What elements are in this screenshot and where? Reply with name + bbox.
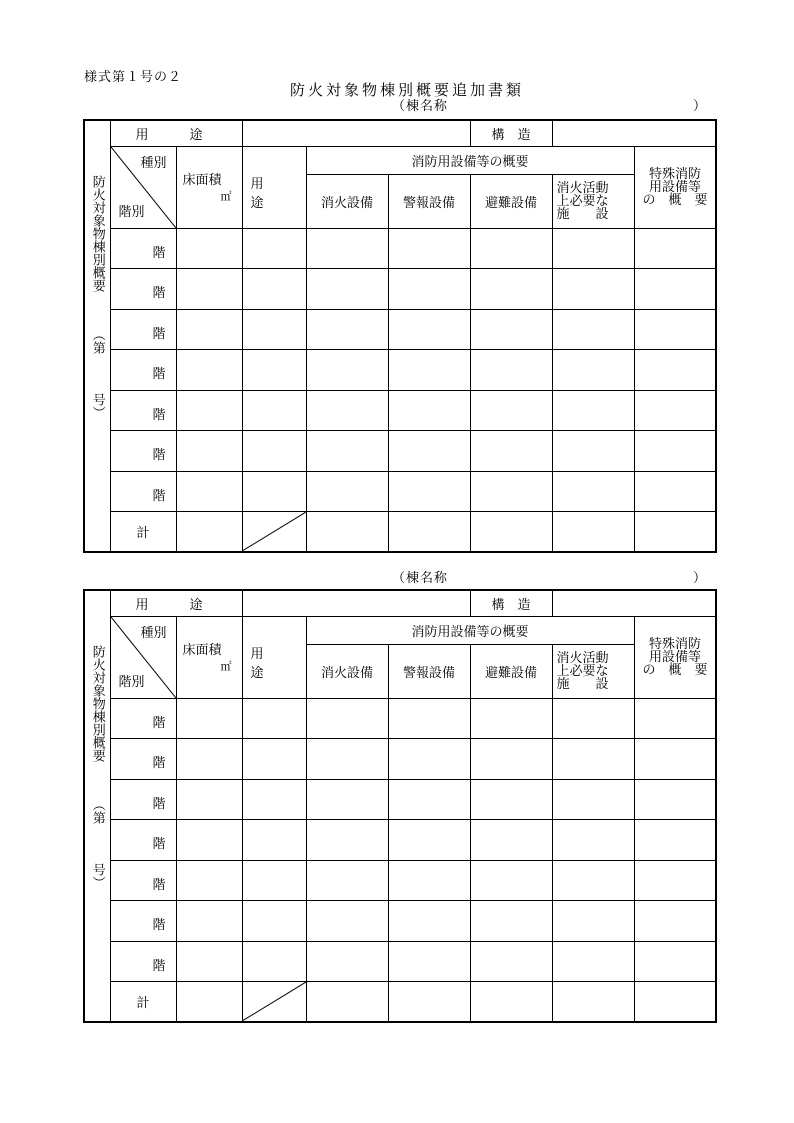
firefighting-facilities-header: 消火活動 上必要な 施 設	[552, 644, 634, 698]
floor-row-input[interactable]	[176, 698, 242, 739]
floor-row-input[interactable]	[470, 860, 552, 901]
floor-row	[84, 820, 716, 861]
floor-row-input[interactable]	[634, 309, 716, 350]
floor-row	[84, 941, 716, 982]
floor-row-input[interactable]	[388, 431, 470, 472]
building-name-close: ）	[692, 99, 706, 114]
floor-row-input[interactable]	[176, 390, 242, 431]
floor-row-input[interactable]	[470, 390, 552, 431]
floor-row-input[interactable]	[176, 941, 242, 982]
total-row-input[interactable]	[388, 982, 470, 1022]
floor-row-input[interactable]	[470, 941, 552, 982]
structure-label-cell: 構 造	[470, 590, 552, 616]
total-label-cell: 計	[110, 982, 176, 1022]
floor-row-input[interactable]	[242, 860, 306, 901]
floor-row-input[interactable]	[306, 309, 388, 350]
floor-row-input[interactable]	[242, 820, 306, 861]
floor-row-input[interactable]	[470, 901, 552, 942]
side-label	[84, 590, 110, 1022]
floor-row-input[interactable]	[388, 820, 470, 861]
floor-row-input[interactable]	[242, 431, 306, 472]
floor-row-input[interactable]	[306, 471, 388, 512]
type-floor-header	[110, 616, 176, 698]
type-label: 種別	[140, 625, 167, 641]
floor-row-input[interactable]	[306, 779, 388, 820]
floor-row-input[interactable]	[306, 739, 388, 780]
floor-row-input[interactable]	[470, 471, 552, 512]
floor-row-input[interactable]	[552, 941, 634, 982]
floor-row-input[interactable]	[552, 779, 634, 820]
floor-row-input[interactable]	[388, 941, 470, 982]
floor-number-cell[interactable]: 階	[110, 860, 176, 901]
side-label-main: 防火対象物棟別概要	[89, 175, 105, 292]
building-name-line	[392, 567, 710, 586]
floor-row	[84, 698, 716, 739]
floor-row-input[interactable]	[306, 228, 388, 269]
use-label-cell: 用 途	[110, 120, 242, 146]
floor-row-input[interactable]	[634, 698, 716, 739]
form-number: 様式第１号の２	[84, 70, 183, 85]
side-label-main: 防火対象物棟別概要	[89, 645, 105, 762]
floor-row-input[interactable]	[388, 350, 470, 391]
floor-number-cell[interactable]: 階	[110, 431, 176, 472]
usage-header: 用 途	[242, 616, 306, 698]
floor-row-input[interactable]	[634, 471, 716, 512]
floor-number-cell[interactable]: 階	[110, 309, 176, 350]
facilities-overview-header: 消防用設備等の概要	[306, 146, 634, 174]
floor-row-input[interactable]	[176, 269, 242, 310]
use-input[interactable]	[242, 120, 470, 146]
floor-number-cell[interactable]: 階	[110, 228, 176, 269]
floor-number-cell[interactable]: 階	[110, 390, 176, 431]
use-label-cell: 用 途	[110, 590, 242, 616]
total-row-input[interactable]	[634, 982, 716, 1022]
floor-row	[84, 901, 716, 942]
floor-row-input[interactable]	[470, 779, 552, 820]
floor-row-input[interactable]	[552, 901, 634, 942]
floor-row-input[interactable]	[306, 941, 388, 982]
floor-row-input[interactable]	[634, 779, 716, 820]
evacuation-header: 避難設備	[470, 174, 552, 228]
floor-row-input[interactable]	[552, 471, 634, 512]
floor-row-input[interactable]	[634, 431, 716, 472]
floor-row-input[interactable]	[388, 390, 470, 431]
floor-area-header: 床面積 ㎡	[176, 616, 242, 698]
structure-input[interactable]	[552, 590, 716, 616]
building-name-label: （棟名称	[392, 99, 449, 114]
building-overview-table	[83, 119, 717, 553]
floor-row-input[interactable]	[552, 698, 634, 739]
floor-row-input[interactable]	[176, 431, 242, 472]
building-name-close: ）	[692, 571, 706, 586]
building-name-label: （棟名称	[392, 571, 449, 586]
total-label-cell: 計	[110, 512, 176, 552]
special-equipment-header: 特殊消防 用設備等 の 概 要	[634, 146, 716, 228]
floor-number-cell[interactable]: 階	[110, 350, 176, 391]
floor-row-input[interactable]	[306, 901, 388, 942]
floor-number-cell[interactable]: 階	[110, 698, 176, 739]
floor-row-input[interactable]	[176, 471, 242, 512]
floor-row-input[interactable]	[306, 350, 388, 391]
facilities-overview-header: 消防用設備等の概要	[306, 616, 634, 644]
total-row-input[interactable]	[552, 512, 634, 552]
total-row	[84, 512, 716, 552]
floor-row-input[interactable]	[552, 228, 634, 269]
structure-label-cell: 構 造	[470, 120, 552, 146]
floor-row-input[interactable]	[176, 901, 242, 942]
floor-row-input[interactable]	[634, 390, 716, 431]
floor-row-input[interactable]	[634, 820, 716, 861]
side-label-number: （第 号）	[89, 328, 105, 419]
floor-number-cell[interactable]: 階	[110, 941, 176, 982]
total-row-input[interactable]	[388, 512, 470, 552]
floor-label: 階別	[118, 674, 145, 690]
floor-row-input[interactable]	[470, 431, 552, 472]
floor-row-input[interactable]	[470, 228, 552, 269]
floor-row-input[interactable]	[470, 309, 552, 350]
floor-row-input[interactable]	[470, 269, 552, 310]
floor-row-input[interactable]	[470, 739, 552, 780]
type-label: 種別	[140, 155, 167, 171]
floor-row-input[interactable]	[552, 431, 634, 472]
floor-row-input[interactable]	[552, 739, 634, 780]
floor-number-cell[interactable]: 階	[110, 901, 176, 942]
floor-row-input[interactable]	[634, 228, 716, 269]
special-equipment-header: 特殊消防 用設備等 の 概 要	[634, 616, 716, 698]
floor-row-input[interactable]	[388, 901, 470, 942]
floor-row-input[interactable]	[388, 860, 470, 901]
floor-row-input[interactable]	[242, 390, 306, 431]
floor-row-input[interactable]	[388, 471, 470, 512]
floor-row	[84, 269, 716, 310]
fire-extinguishing-header: 消火設備	[306, 644, 388, 698]
floor-row-input[interactable]	[176, 309, 242, 350]
floor-number-cell[interactable]: 階	[110, 779, 176, 820]
floor-row-input[interactable]	[242, 269, 306, 310]
floor-row-input[interactable]	[306, 390, 388, 431]
floor-row	[84, 350, 716, 391]
floor-row-input[interactable]	[176, 860, 242, 901]
building-name-line	[392, 95, 710, 114]
floor-row	[84, 431, 716, 472]
floor-row-input[interactable]	[388, 228, 470, 269]
floor-row-input[interactable]	[242, 350, 306, 391]
floor-row-input[interactable]	[634, 269, 716, 310]
structure-input[interactable]	[552, 120, 716, 146]
floor-label: 階別	[118, 204, 145, 220]
total-row-input[interactable]	[306, 512, 388, 552]
floor-row-input[interactable]	[242, 698, 306, 739]
floor-row-input[interactable]	[242, 471, 306, 512]
floor-row-input[interactable]	[176, 350, 242, 391]
total-area-input[interactable]	[176, 512, 242, 552]
floor-row-input[interactable]	[242, 739, 306, 780]
total-usage-na	[242, 512, 306, 552]
total-row-input[interactable]	[552, 982, 634, 1022]
floor-row-input[interactable]	[306, 820, 388, 861]
floor-row-input[interactable]	[470, 698, 552, 739]
usage-header: 用 途	[242, 146, 306, 228]
total-row-input[interactable]	[470, 512, 552, 552]
floor-row	[84, 860, 716, 901]
floor-row-input[interactable]	[306, 698, 388, 739]
floor-row-input[interactable]	[552, 350, 634, 391]
floor-row-input[interactable]	[176, 820, 242, 861]
floor-row-input[interactable]	[552, 269, 634, 310]
floor-row-input[interactable]	[306, 860, 388, 901]
floor-row-input[interactable]	[306, 431, 388, 472]
floor-row-input[interactable]	[634, 350, 716, 391]
floor-row-input[interactable]	[388, 739, 470, 780]
total-row-input[interactable]	[634, 512, 716, 552]
floor-row	[84, 309, 716, 350]
floor-row-input[interactable]	[634, 901, 716, 942]
floor-row-input[interactable]	[242, 309, 306, 350]
floor-row-input[interactable]	[388, 309, 470, 350]
side-label	[84, 120, 110, 552]
side-label-number: （第 号）	[89, 798, 105, 889]
floor-row-input[interactable]	[242, 901, 306, 942]
type-floor-header	[110, 146, 176, 228]
floor-row	[84, 471, 716, 512]
floor-row-input[interactable]	[634, 739, 716, 780]
floor-row-input[interactable]	[176, 228, 242, 269]
floor-row-input[interactable]	[176, 779, 242, 820]
floor-number-cell[interactable]: 階	[110, 739, 176, 780]
total-row-input[interactable]	[470, 982, 552, 1022]
floor-row-input[interactable]	[634, 860, 716, 901]
building-overview-table	[83, 589, 717, 1023]
floor-number-cell[interactable]: 階	[110, 269, 176, 310]
total-row	[84, 982, 716, 1022]
floor-row-input[interactable]	[552, 860, 634, 901]
firefighting-facilities-header: 消火活動 上必要な 施 設	[552, 174, 634, 228]
alarm-header: 警報設備	[388, 644, 470, 698]
floor-row-input[interactable]	[242, 941, 306, 982]
floor-row	[84, 390, 716, 431]
fire-extinguishing-header: 消火設備	[306, 174, 388, 228]
floor-row-input[interactable]	[388, 779, 470, 820]
floor-row-input[interactable]	[552, 820, 634, 861]
floor-row	[84, 779, 716, 820]
floor-number-cell[interactable]: 階	[110, 471, 176, 512]
floor-row-input[interactable]	[552, 390, 634, 431]
floor-row-input[interactable]	[242, 779, 306, 820]
floor-area-header: 床面積 ㎡	[176, 146, 242, 228]
total-row-input[interactable]	[306, 982, 388, 1022]
floor-row-input[interactable]	[634, 941, 716, 982]
total-area-input[interactable]	[176, 982, 242, 1022]
floor-row	[84, 228, 716, 269]
evacuation-header: 避難設備	[470, 644, 552, 698]
floor-row	[84, 739, 716, 780]
floor-row-input[interactable]	[388, 698, 470, 739]
floor-row-input[interactable]	[552, 309, 634, 350]
alarm-header: 警報設備	[388, 174, 470, 228]
floor-row-input[interactable]	[176, 739, 242, 780]
floor-row-input[interactable]	[306, 269, 388, 310]
document-title: 防火対象物棟別概要追加書類	[289, 81, 524, 99]
floor-row-input[interactable]	[470, 820, 552, 861]
floor-row-input[interactable]	[388, 269, 470, 310]
use-input[interactable]	[242, 590, 470, 616]
floor-number-cell[interactable]: 階	[110, 820, 176, 861]
total-usage-na	[242, 982, 306, 1022]
floor-row-input[interactable]	[470, 350, 552, 391]
floor-row-input[interactable]	[242, 228, 306, 269]
